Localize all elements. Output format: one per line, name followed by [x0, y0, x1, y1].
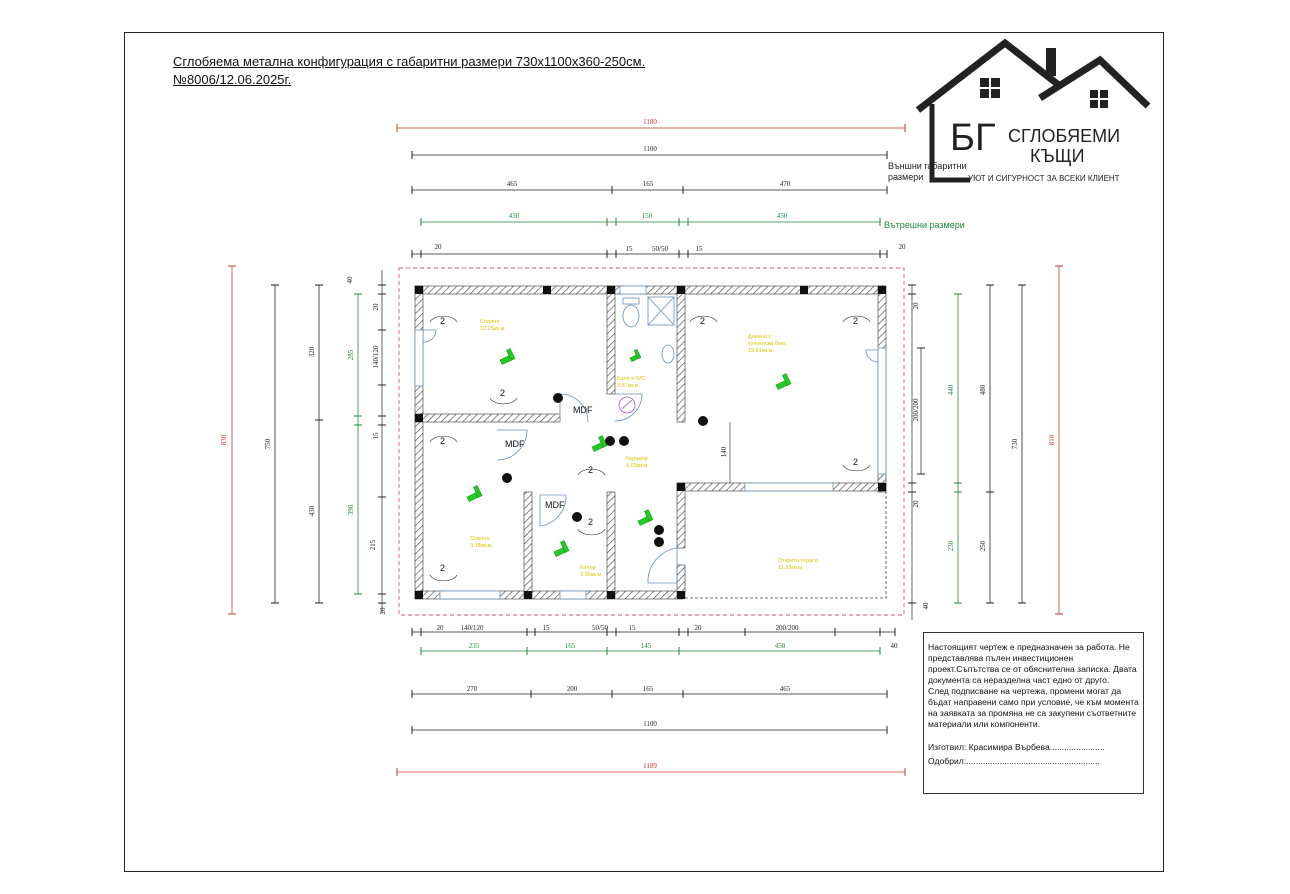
logo-letters: БГ	[950, 117, 996, 159]
dim-left-small-5: 215	[369, 539, 377, 551]
dim-left-inner-1: 285	[347, 349, 355, 361]
dim-left-seg-2: 430	[308, 505, 316, 517]
dims-left	[220, 266, 387, 615]
bath-fixtures	[619, 297, 674, 413]
dim-bottom-inner-4: 450	[774, 642, 786, 650]
dim-bottom-small-2: 140/120	[460, 624, 484, 632]
light-icon-5	[464, 486, 481, 502]
columns	[415, 286, 886, 599]
dim-top-small-left: 20	[434, 243, 442, 251]
dim-left-small-3: 140/120	[372, 345, 380, 369]
dim-top-inner-2: 150	[641, 212, 653, 220]
company-logo	[910, 38, 1155, 188]
roof-outline	[399, 268, 904, 615]
dim-top-total: 1100	[643, 145, 657, 153]
dim-right-inner-2: 230	[947, 540, 955, 552]
dim-top-small-5050: 50/50	[652, 245, 668, 253]
dims-right	[908, 266, 1063, 620]
room-bath-area: 3.57кв.м.	[617, 383, 640, 389]
outer-dims-label: Външни габаритни	[888, 161, 967, 171]
radiator-labels	[440, 316, 858, 573]
light-icon-7	[551, 541, 568, 557]
logo-name-2: КЪЩИ	[1030, 146, 1085, 166]
dim-bottom-small-8: 40	[890, 642, 898, 650]
logo-roof-left	[918, 43, 1060, 110]
prepared-by: Изготвил: Красимира Върбева.......................	[928, 742, 1105, 752]
logo-window-left	[980, 78, 1000, 98]
outer-dims-label-2: размери	[888, 172, 924, 182]
dim-left-inner-2: 390	[347, 504, 355, 516]
windows	[415, 286, 886, 599]
dim-right-total: 730	[1011, 438, 1019, 450]
room-closet-area: 3.00кв.м.	[580, 572, 603, 578]
approved-by: Одобрил:........................................................	[928, 756, 1100, 766]
dim-bottom-inner-2: 165	[564, 642, 576, 650]
radiators	[430, 316, 870, 581]
dim-left-small-2: 20	[372, 303, 380, 311]
logo-tagline: УЮТ И СИГУРНОСТ ЗА ВСЕКИ КЛИЕНТ	[968, 174, 1120, 183]
dim-bottom-small-1: 20	[436, 624, 444, 632]
room-living-name: Дневна с	[748, 334, 772, 340]
dim-bottom-seg-4: 465	[779, 685, 791, 693]
dim-right-inner-1: 440	[947, 384, 955, 396]
inner-dims-label: Вътрешни размери	[884, 220, 965, 230]
logo-window-right	[1090, 90, 1108, 108]
room-bed1-name: Спалня	[480, 319, 500, 325]
mdf-label-1: MDF	[573, 405, 593, 415]
room-bed2-area: 9.18кв.м.	[470, 543, 493, 549]
dim-corridor: 140	[720, 446, 728, 458]
dim-right-outer: 810	[1048, 434, 1056, 446]
dim-top-seg-3: 470	[779, 180, 791, 188]
dim-top-inner-1: 430	[508, 212, 520, 220]
radiator-6: 2	[588, 517, 594, 527]
dim-top-small-right: 20	[898, 243, 906, 251]
room-terrace-name: Открита тераса	[778, 558, 818, 564]
dim-bottom-small-7: 200/200	[775, 624, 799, 632]
dim-bottom-inner-3: 145	[640, 642, 652, 650]
radiator-1: 2	[440, 316, 446, 326]
room-bed1-area: 12.25кв.м.	[480, 326, 506, 332]
mdf-label-2: MDF	[505, 439, 525, 449]
dim-bottom-outer: 1189	[643, 762, 657, 770]
dim-left-small-4: 15	[372, 432, 380, 440]
dim-bottom-seg-1: 270	[466, 685, 478, 693]
dims-top	[397, 118, 967, 258]
light-icon-2	[628, 349, 641, 361]
dim-bottom-small-6: 20	[694, 624, 702, 632]
dim-left-total: 750	[264, 438, 272, 450]
dims-bottom	[397, 624, 905, 776]
logo-name-1: СГЛОБЯЕМИ	[1008, 126, 1121, 146]
dim-bottom-inner-1: 235	[468, 642, 480, 650]
room-bath-name: Баня и WC	[617, 376, 645, 382]
dim-top-outer: 1180	[643, 118, 657, 126]
walls	[415, 286, 886, 599]
dim-top-seg-1: 465	[506, 180, 518, 188]
dim-top-inner-3: 450	[776, 212, 788, 220]
radiator-9: 2	[853, 457, 859, 467]
room-closet-name: Килер	[580, 565, 596, 571]
logo-chimney	[1046, 48, 1056, 76]
dim-right-seg-1: 480	[979, 384, 987, 396]
room-terrace-area: 11.33кв.м.	[778, 565, 804, 571]
dim-right-small-3: 20	[912, 500, 920, 508]
toilet-icon	[623, 305, 639, 327]
dim-bottom-small-4: 50/50	[592, 624, 608, 632]
dim-right-small-1: 20	[912, 302, 920, 310]
dim-top-small-15a: 15	[625, 245, 633, 253]
light-icon-3	[773, 374, 790, 390]
note-paragraph-1: Настоящият чертеж е предназначен за работа. Не представлява пълен инвестиционен проект.Съпътства се от обяснителна записка. Двата документа са неразделна част едно от друго.	[928, 642, 1137, 685]
dim-top-small-15b: 15	[695, 245, 703, 253]
drawing-number: №8006/12.06.2025г.	[173, 72, 292, 87]
dim-bottom-small-3: 15	[542, 624, 550, 632]
dim-left-small-6: 20	[379, 607, 387, 615]
room-corridor-area: 6.65кв.м.	[626, 463, 649, 469]
dim-top-seg-2: 165	[642, 180, 654, 188]
dim-bottom-total: 1100	[643, 720, 657, 728]
dim-left-small-1: 40	[346, 276, 354, 284]
dim-bottom-small-5: 15	[628, 624, 636, 632]
room-living-name2: кухненски бокс	[748, 341, 787, 347]
room-corridor-name: Коридор	[626, 456, 648, 462]
note-paragraph-2: След подписване на чертежа, промени могат да бъдат направени само при условие, че към момента на заявката за промяна не са закупени съответните материали или компоненти.	[928, 686, 1139, 729]
light-icon-6	[635, 510, 652, 526]
radiator-4: 2	[440, 563, 446, 573]
notes-box	[923, 632, 1144, 794]
dim-bottom-seg-3: 165	[642, 685, 654, 693]
room-living-area: 19.81кв.м.	[748, 348, 774, 354]
radiator-2: 2	[500, 388, 506, 398]
radiator-7: 2	[700, 316, 706, 326]
dim-left-outer: 830	[220, 434, 228, 446]
dim-bottom-seg-2: 200	[566, 685, 578, 693]
radiator-3: 2	[440, 436, 446, 446]
dim-right-small-4: 40	[922, 602, 930, 610]
terrace-outline	[685, 492, 886, 598]
light-icon-1	[497, 349, 514, 365]
radiator-8: 2	[853, 316, 859, 326]
dim-left-seg-1: 320	[308, 346, 316, 358]
mdf-label-3: MDF	[545, 500, 565, 510]
room-bed2-name: Спалня	[470, 536, 490, 542]
sink-icon	[662, 345, 674, 363]
dim-right-seg-2: 250	[979, 540, 987, 552]
drawing-title: Сглобяема метална конфигурация с габаритни размери 730х1100х360-250см.	[173, 54, 646, 69]
radiator-5: 2	[588, 465, 594, 475]
light-icon-4	[589, 436, 606, 452]
dim-right-small-2: 200/200	[912, 398, 920, 422]
